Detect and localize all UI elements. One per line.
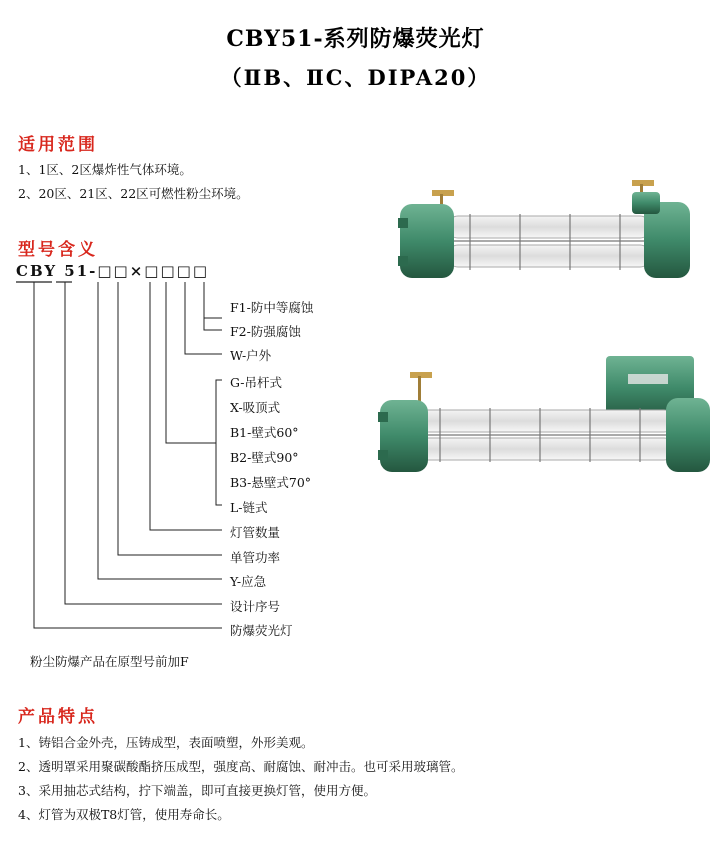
scope-item: 2、20区、21区、22区可燃性粉尘环境。: [18, 186, 249, 201]
scope-item: 1、1区、2区爆炸性气体环境。: [18, 162, 192, 177]
lamp-image-bottom: [378, 356, 710, 472]
feature-item: 2、透明罩采用聚碳酸酯挤压成型，强度高、耐腐蚀、耐冲击。也可采用玻璃管。: [18, 759, 464, 774]
label-g: G-吊杆式: [230, 375, 282, 390]
feature-item: 1、铸铝合金外壳，压铸成型，表面喷塑，外形美观。: [18, 735, 314, 750]
lamp-image-top: [398, 180, 690, 278]
label-w: W-户外: [230, 348, 272, 363]
label-b3: B3-悬壁式70°: [230, 475, 312, 490]
features-heading: 产品特点: [18, 707, 98, 727]
label-product: 防爆荧光灯: [230, 623, 293, 638]
model-heading: 型号含义: [18, 240, 98, 260]
label-b1: B1-壁式60°: [230, 425, 299, 440]
page-subtitle: （ⅡB、ⅡC、DIPA20）: [220, 65, 491, 90]
feature-item: 3、采用抽芯式结构，拧下端盖，即可直接更换灯管，使用方便。: [18, 783, 376, 798]
label-f2: F2-防强腐蚀: [230, 324, 301, 339]
label-f1: F1-防中等腐蚀: [230, 300, 314, 315]
label-serial: 设计序号: [230, 599, 281, 614]
scope-heading: 适用范围: [18, 135, 98, 155]
label-l: L-链式: [230, 500, 268, 515]
page-title: CBY51-系列防爆荧光灯: [226, 26, 485, 52]
feature-item: 4、灯管为双极T8灯管，使用寿命长。: [18, 807, 230, 822]
model-note: 粉尘防爆产品在原型号前加F: [30, 654, 189, 669]
label-y: Y-应急: [230, 574, 267, 589]
label-b2: B2-壁式90°: [230, 450, 299, 465]
model-code: CBY 51-□□×□□□□: [16, 262, 209, 280]
label-power: 单管功率: [230, 550, 281, 565]
label-count: 灯管数量: [230, 525, 281, 540]
label-x: X-吸顶式: [230, 400, 281, 415]
